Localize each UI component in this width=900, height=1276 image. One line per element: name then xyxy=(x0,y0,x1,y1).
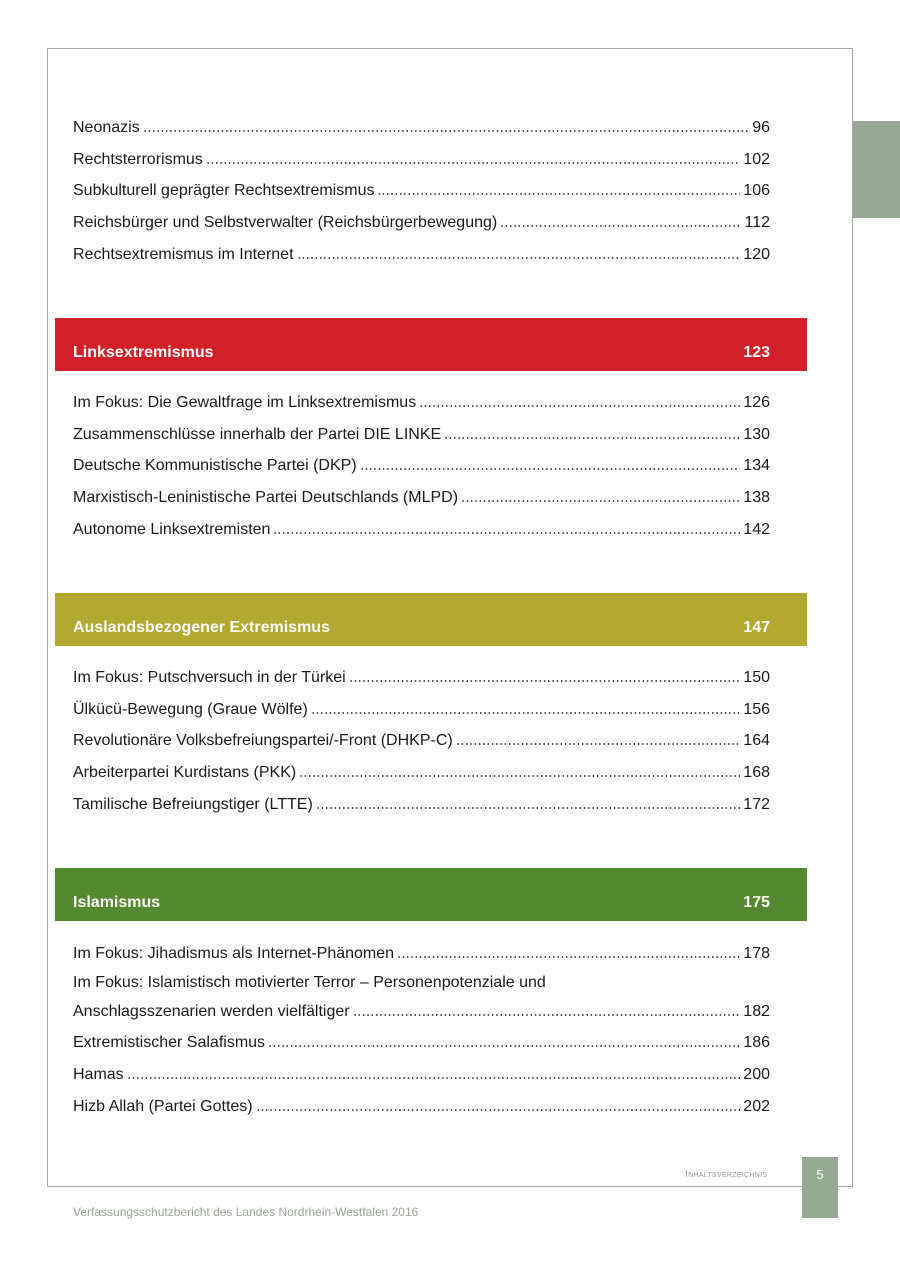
toc-entry-title: Revolutionäre Volksbefreiungspartei/-Front (DHKP-C) xyxy=(73,725,455,757)
toc-entry-page: 138 xyxy=(743,489,770,507)
dot-leader xyxy=(419,405,740,407)
dot-leader xyxy=(143,130,750,132)
toc-entry-page: 102 xyxy=(743,150,770,168)
dot-leader xyxy=(206,162,740,164)
toc-entry[interactable] xyxy=(73,662,770,694)
toc-entry-title: Zusammenschlüsse innerhalb der Partei DIE LINKE xyxy=(73,419,443,451)
dot-leader xyxy=(349,680,741,682)
toc-entry-title-line1: Im Fokus: Islamistisch motivierter Terror – Personenpotenziale und xyxy=(73,970,548,996)
toc-entry-page: 156 xyxy=(743,700,770,718)
dot-leader xyxy=(353,1014,741,1016)
toc-entry[interactable] xyxy=(73,1027,770,1059)
dot-leader xyxy=(316,807,741,809)
toc-entry-page: 172 xyxy=(743,795,770,813)
toc-entry[interactable] xyxy=(73,482,770,514)
toc-entry-title: Hamas xyxy=(73,1059,126,1091)
toc-group-auslandsbezogener-extremismus xyxy=(73,662,770,820)
toc-entry-page: 182 xyxy=(743,1002,770,1020)
toc-entry-title: Autonome Linksextremisten xyxy=(73,514,272,546)
toc-entry-page: 142 xyxy=(743,520,770,538)
toc-entry-title: Extremistischer Salafismus xyxy=(73,1027,267,1059)
dot-leader xyxy=(268,1045,740,1047)
toc-entry-page: 168 xyxy=(743,764,770,782)
toc-entry[interactable] xyxy=(73,1091,770,1123)
toc-group-linksextremismus xyxy=(73,387,770,545)
toc-entry-page: 202 xyxy=(743,1097,770,1115)
toc-entry[interactable] xyxy=(73,112,770,144)
dot-leader xyxy=(397,956,740,958)
toc-entry[interactable] xyxy=(73,144,770,176)
toc-entry-title: Ülkücü-Bewegung (Graue Wölfe) xyxy=(73,694,310,726)
toc-entry-title: Neonazis xyxy=(73,112,142,144)
page-number-box xyxy=(802,1157,838,1218)
toc-entry-page: 112 xyxy=(744,214,770,232)
dot-leader xyxy=(311,712,741,714)
toc-entry-title: Deutsche Kommunistische Partei (DKP) xyxy=(73,450,359,482)
footer-section-label: Inhaltsverzeichnis xyxy=(685,1169,768,1180)
toc-entry[interactable] xyxy=(73,450,770,482)
section-page: 147 xyxy=(743,619,770,636)
toc-entry[interactable] xyxy=(73,239,770,271)
section-title: Auslandsbezogener Extremismus xyxy=(73,619,330,636)
toc-entry-title: Arbeiterpartei Kurdistans (PKK) xyxy=(73,757,298,789)
toc-entry[interactable] xyxy=(73,419,770,451)
toc-entry-title: Marxistisch-Leninistische Partei Deutschlands (MLPD) xyxy=(73,482,460,514)
toc-entry[interactable] xyxy=(73,175,770,207)
section-page: 175 xyxy=(743,894,770,911)
section-title: Linksextremismus xyxy=(73,344,214,361)
dot-leader xyxy=(297,257,741,259)
toc-entry-page: 126 xyxy=(743,394,770,411)
section-header-auslandsbezogener-extremismus[interactable] xyxy=(55,593,807,646)
toc-entry-page: 186 xyxy=(743,1034,770,1052)
toc-entry-title: Reichsbürger und Selbstverwalter (Reichsbürgerbewegung) xyxy=(73,207,499,239)
toc-entry[interactable] xyxy=(73,938,770,970)
toc-group-top xyxy=(73,112,770,270)
dot-leader xyxy=(444,437,740,439)
toc-entry[interactable] xyxy=(73,1059,770,1091)
dot-leader xyxy=(127,1077,741,1079)
toc-entry-title: Rechtsterrorismus xyxy=(73,144,205,176)
toc-entry[interactable] xyxy=(73,514,770,546)
dot-leader xyxy=(461,500,740,502)
section-header-linksextremismus[interactable] xyxy=(55,318,807,371)
dot-leader xyxy=(360,468,741,470)
toc-entry-page: 96 xyxy=(752,119,770,136)
toc-entry[interactable] xyxy=(73,757,770,789)
dot-leader xyxy=(273,532,740,534)
toc-entry-title: Tamilische Befreiungstiger (LTTE) xyxy=(73,789,315,821)
footer-publication: Verfassungsschutzbericht des Landes Nordrhein-Westfalen 2016 xyxy=(73,1205,419,1219)
section-page: 123 xyxy=(743,344,770,361)
dot-leader xyxy=(500,225,741,227)
toc-entry-page: 164 xyxy=(743,732,770,750)
toc-entry-title: Hizb Allah (Partei Gottes) xyxy=(73,1091,255,1123)
toc-entry-page: 150 xyxy=(743,669,770,686)
dot-leader xyxy=(456,743,741,745)
toc-entry[interactable] xyxy=(73,789,770,821)
toc-entry-page: 120 xyxy=(743,245,770,263)
toc-entry-title: Im Fokus: Die Gewaltfrage im Linksextremismus xyxy=(73,387,418,419)
toc-entry-page: 106 xyxy=(743,182,770,200)
toc-entry[interactable] xyxy=(73,694,770,726)
toc-entry-title: Anschlagsszenarien werden vielfältiger xyxy=(73,996,352,1028)
toc-entry[interactable] xyxy=(73,725,770,757)
toc-entry-page: 178 xyxy=(743,945,770,962)
toc-entry[interactable] xyxy=(73,970,770,1028)
toc-entry-title: Subkulturell geprägter Rechtsextremismus xyxy=(73,175,376,207)
section-title: Islamismus xyxy=(73,894,161,911)
toc-entry-title: Rechtsextremismus im Internet xyxy=(73,239,296,271)
dot-leader xyxy=(256,1109,741,1111)
dot-leader xyxy=(377,193,740,195)
toc-entry-title: Im Fokus: Jihadismus als Internet-Phänomen xyxy=(73,938,396,970)
page-number: 5 xyxy=(816,1167,824,1182)
toc-entry-page: 200 xyxy=(743,1066,770,1084)
toc-group-islamismus xyxy=(73,938,770,1122)
toc-entry-page: 134 xyxy=(743,457,770,475)
toc-entry-page: 130 xyxy=(743,425,770,443)
dot-leader xyxy=(299,775,740,777)
side-tab-marker xyxy=(853,121,900,218)
toc-entry[interactable] xyxy=(73,387,770,419)
toc-entry-title: Im Fokus: Putschversuch in der Türkei xyxy=(73,662,348,694)
section-header-islamismus[interactable] xyxy=(55,868,807,921)
toc-entry[interactable] xyxy=(73,207,770,239)
